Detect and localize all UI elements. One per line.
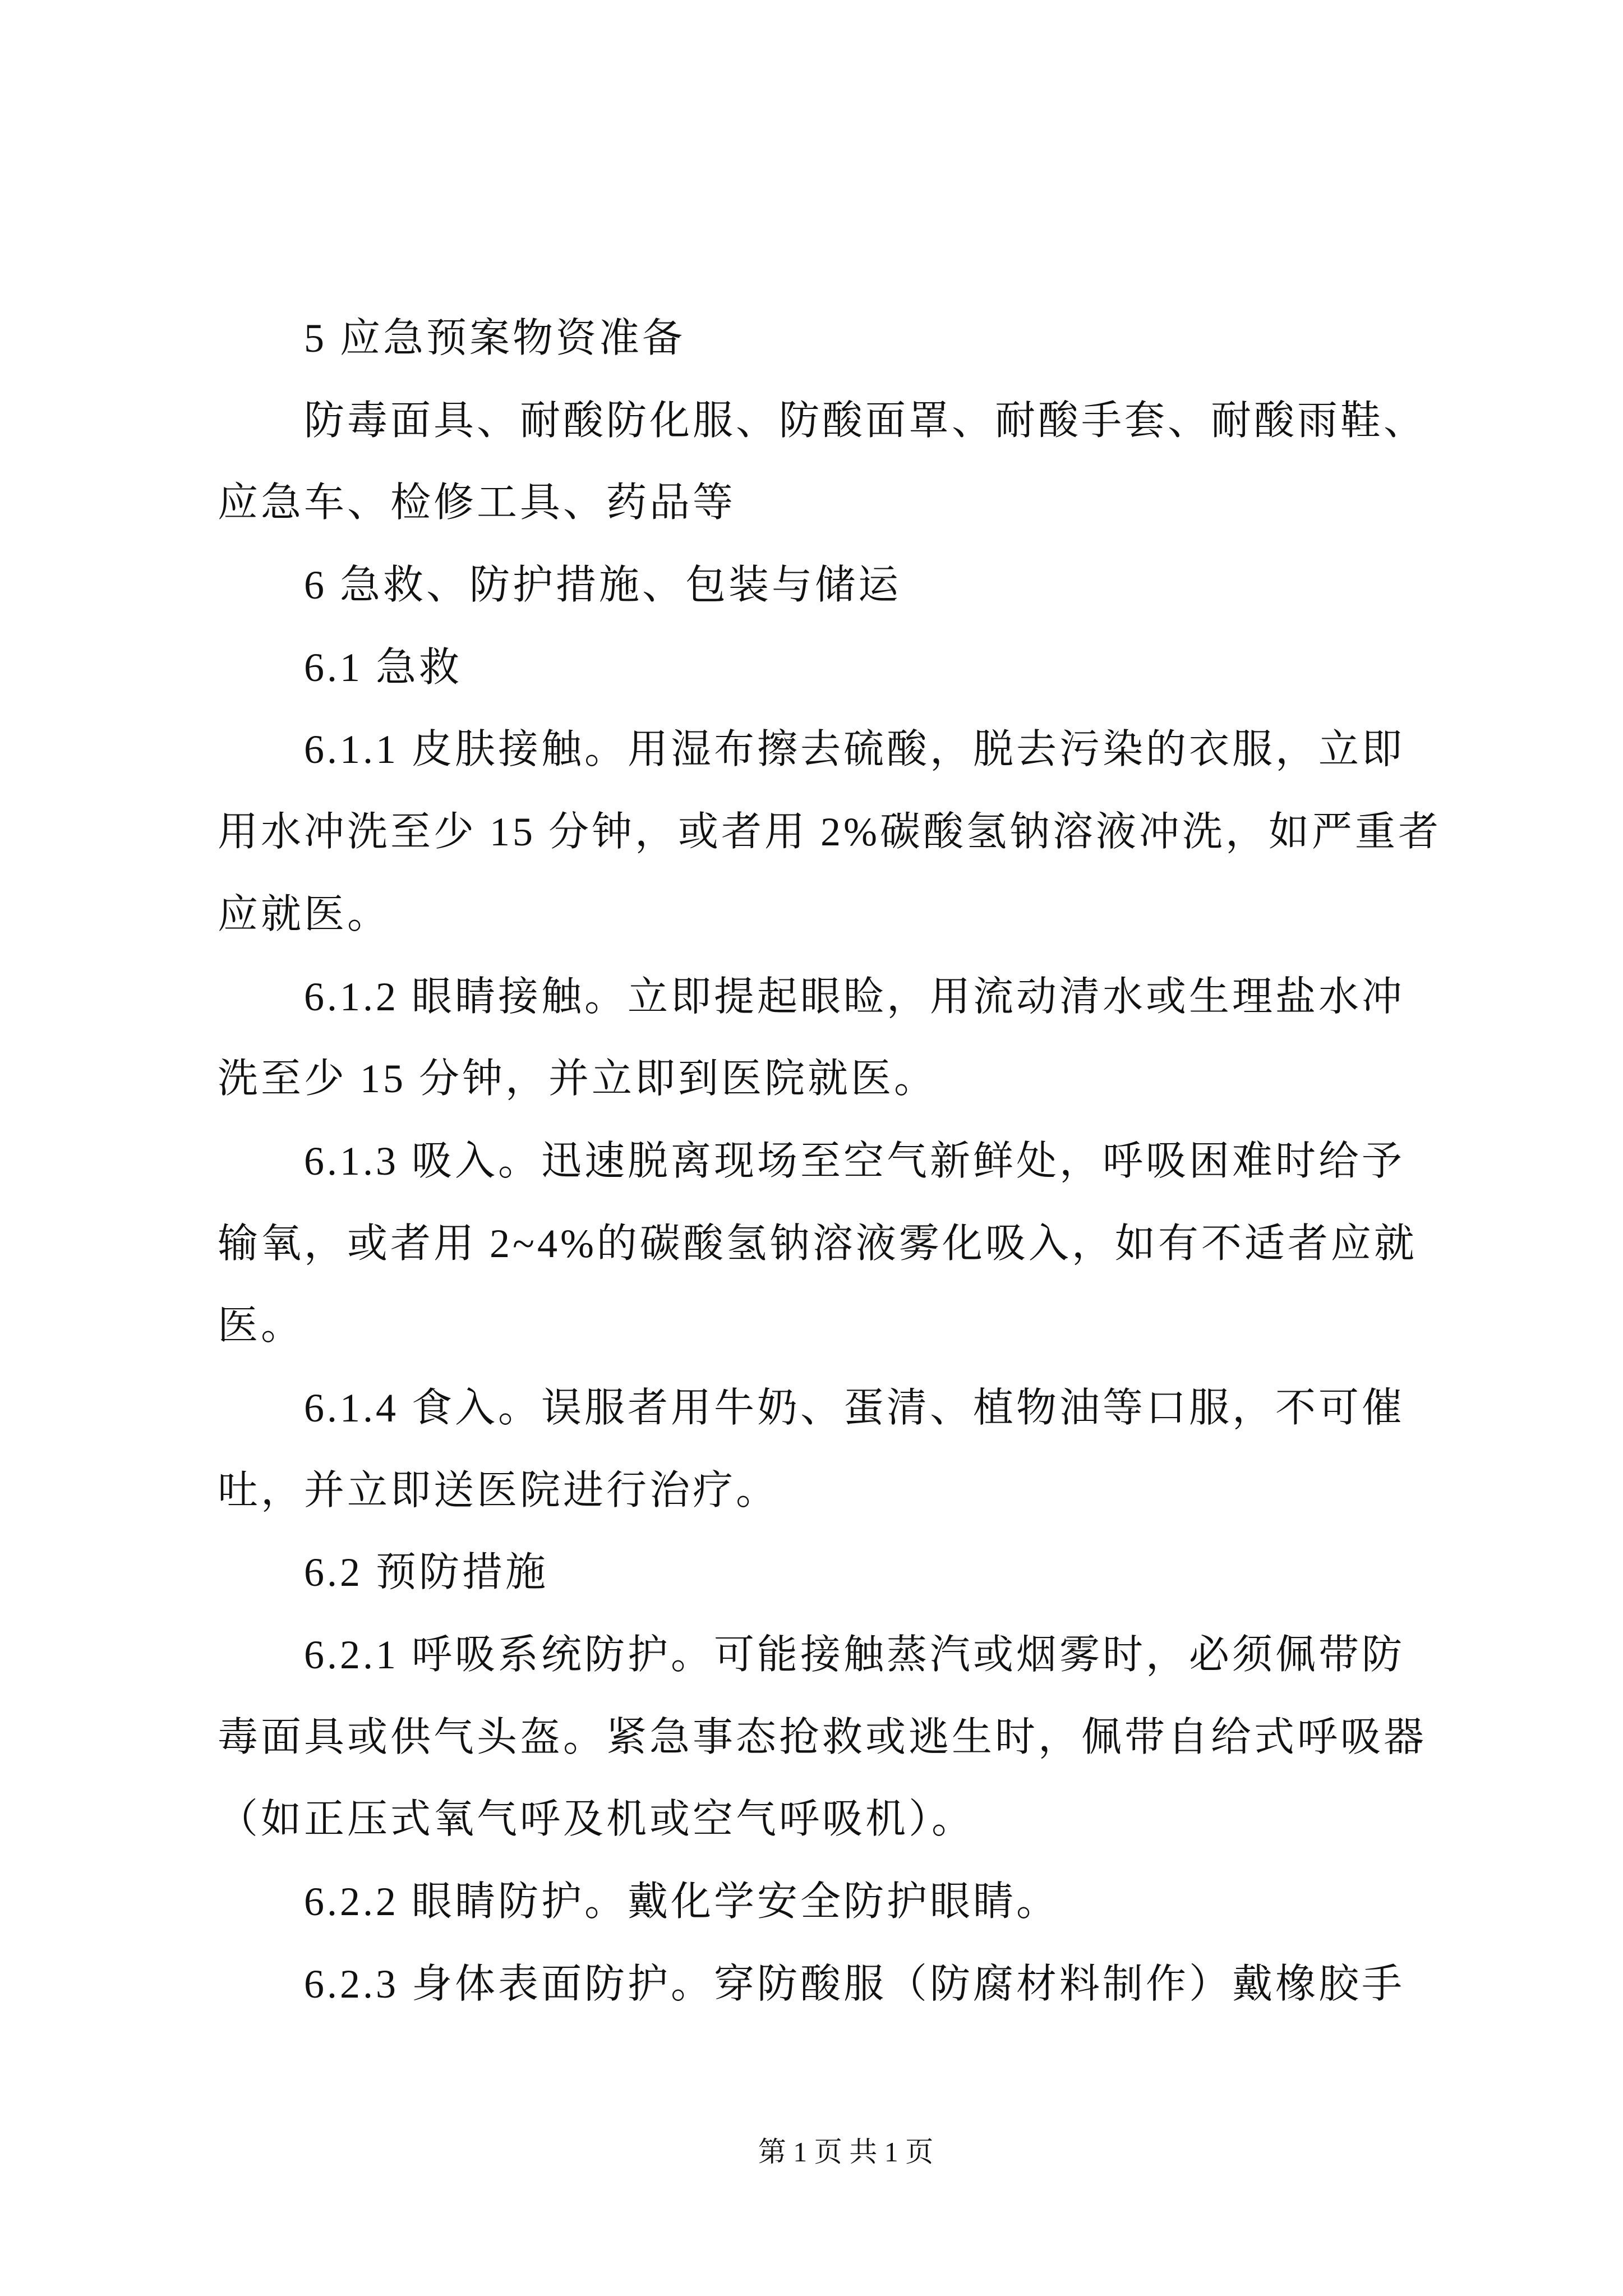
inhalation-paragraph [218, 1120, 1474, 1367]
text-line: 防毒面具、耐酸防化服、防酸面罩、耐酸手套、耐酸雨鞋、 [304, 398, 1427, 443]
text-line: 6.1 急救 [304, 645, 463, 690]
eye-protection-paragraph [218, 1861, 1474, 1943]
section-5-heading [218, 297, 1474, 380]
text-line: 6.2.3 身体表面防护。穿防酸服（防腐材料制作）戴橡胶手 [304, 1961, 1405, 2007]
section-6-2-heading [218, 1531, 1474, 1614]
emergency-supplies-paragraph [218, 380, 1474, 544]
text-line: 6 急救、防护措施、包装与储运 [304, 563, 902, 608]
text-line: 用水冲洗至少 15 分钟，或者用 2%碳酸氢钠溶液冲洗，如严重者 [218, 809, 1441, 855]
text-line: 洗至少 15 分钟，并立即到医院就医。 [218, 1056, 938, 1102]
text-line: 6.2.1 呼吸系统防护。可能接触蒸汽或烟雾时，必须佩带防 [304, 1632, 1405, 1677]
page-number-label: 第 1 页 共 1 页 [758, 2136, 934, 2168]
text-line: （如正压式氧气呼及机或空气呼吸机）。 [218, 1797, 975, 1842]
skin-contact-paragraph [218, 708, 1474, 955]
text-line: 输氧，或者用 2~4%的碳酸氢钠溶液雾化吸入，如有不适者应就 [218, 1221, 1417, 1266]
text-line: 毒面具或供气头盔。紧急事态抢救或逃生时，佩带自给式呼吸器 [218, 1714, 1427, 1760]
text-line: 应急车、检修工具、药品等 [218, 480, 736, 526]
text-line: 6.1.4 食入。误服者用牛奶、蛋清、植物油等口服，不可催 [304, 1385, 1405, 1430]
text-line: 应就医。 [218, 891, 391, 937]
text-line: 医。 [218, 1303, 305, 1349]
eye-contact-paragraph [218, 956, 1474, 1120]
text-line: 6.1.3 吸入。迅速脱离现场至空气新鲜处，呼吸困难时给予 [304, 1138, 1405, 1184]
page-footer [218, 2132, 1474, 2172]
text-line: 吐，并立即送医院进行治疗。 [218, 1467, 780, 1513]
document-body [218, 297, 1474, 2025]
text-line: 5 应急预案物资准备 [304, 316, 686, 361]
section-6-heading [218, 544, 1474, 627]
ingestion-paragraph [218, 1367, 1474, 1531]
body-protection-paragraph [218, 1943, 1474, 2026]
text-line: 6.1.1 皮肤接触。用湿布擦去硫酸，脱去污染的衣服，立即 [304, 727, 1405, 772]
respiratory-protection-paragraph [218, 1614, 1474, 1861]
text-line: 6.1.2 眼睛接触。立即提起眼睑，用流动清水或生理盐水冲 [304, 974, 1405, 1019]
text-line: 6.2.2 眼睛防护。戴化学安全防护眼睛。 [304, 1879, 1060, 1925]
text-line: 6.2 预防措施 [304, 1550, 549, 1595]
section-6-1-heading [218, 627, 1474, 709]
